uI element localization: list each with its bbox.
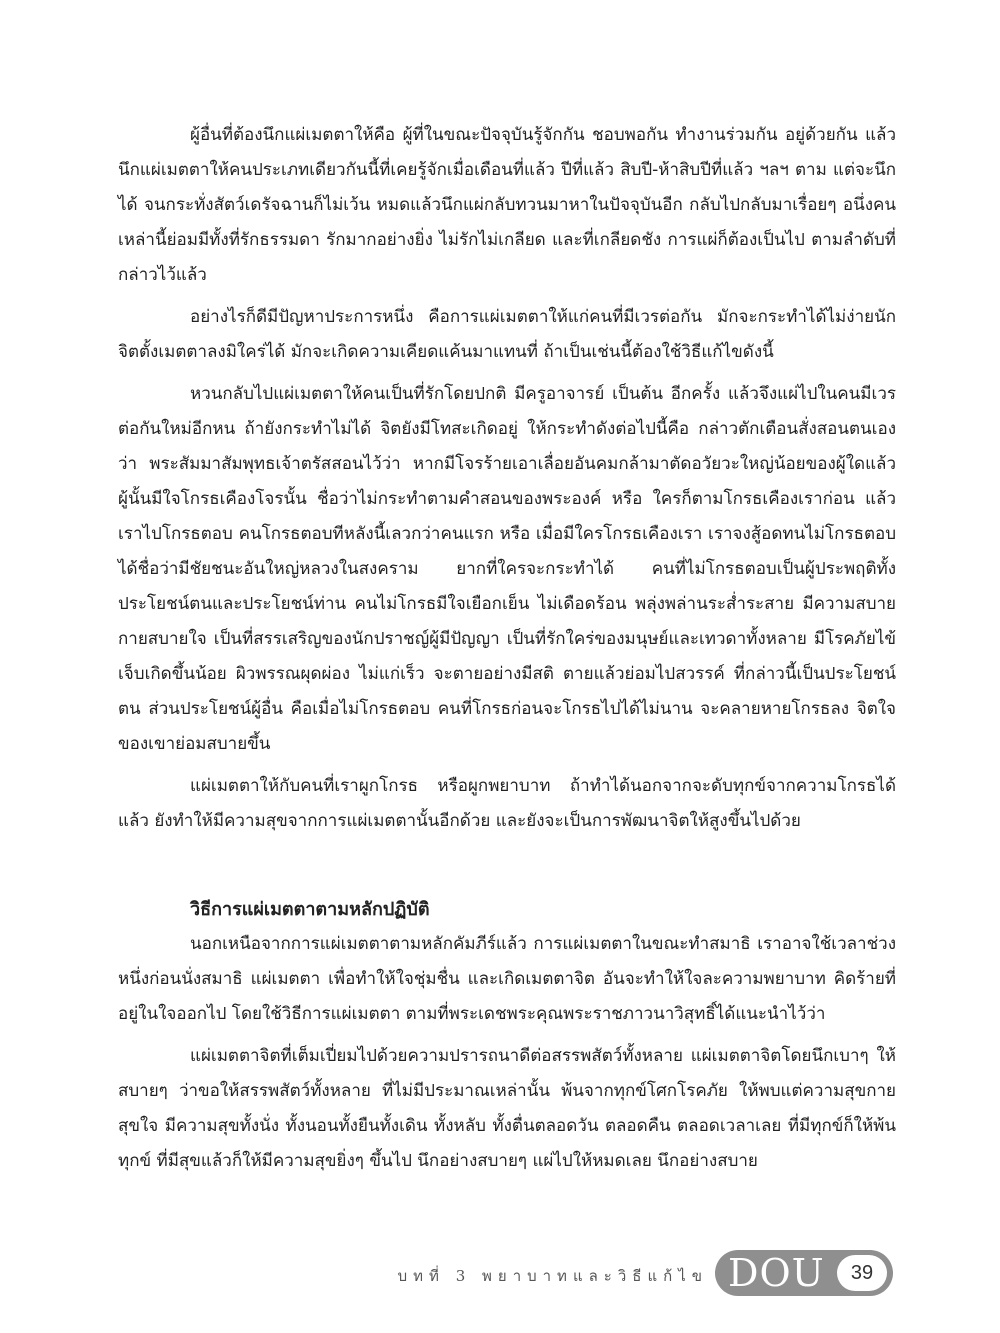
paragraph-3: หวนกลับไปแผ่เมตตาให้คนเป็นที่รักโดยปกติ มีครูอาจารย์ เป็นต้น อีกครั้ง แล้วจึงแผ่ไปในคนมีเวรต่อกันใหม่อีกหน ถ้ายังกระทำไม่ได้ จิตยังมีโทสะเกิดอยู่ ให้กระทำดังต่อไปนี้คือ กล่าวตักเตือนสั่งสอนตนเองว่า พระสัมมาสัมพุทธเจ้าตรัสสอนไว้ว่า หากมีโจรร้ายเอาเลื่อยอันคมกล้ามาตัดอวัยวะใหญ่น้อยของผู้ใดแล้ว ผู้นั้นมีใจโกรธเคืองโจรนั้น ชื่อว่าไม่กระทำตามคำสอนของพระองค์ หรือ ใครก็ตามโกรธเคืองเราก่อน แล้วเราไปโกรธตอบ คนโกรธตอบทีหลังนี้เลวกว่าคนแรก หรือ เมื่อมีใครโกรธเคืองเรา เราจงสู้อดทนไม่โกรธตอบ ได้ชื่อว่ามีชัยชนะอันใหญ่หลวงในสงคราม ยากที่ใครจะกระทำได้ คนที่ไม่โกรธตอบเป็นผู้ประพฤติทั้งประโยชน์ตนและประโยชน์ท่าน คนไม่โกรธมีใจเยือกเย็น ไม่เดือดร้อน พลุ่งพล่านระส่ำระสาย มีความสบายกายสบายใจ เป็นที่สรรเสริญของนักปราชญ์ผู้มีปัญญา เป็นที่รักใคร่ของมนุษย์และเทวดาทั้งหลาย มีโรคภัยไข้เจ็บเกิดขึ้นน้อย ผิวพรรณผุดผ่อง ไม่แก่เร็ว จะตายอย่างมีสติ ตายแล้วย่อมไปสวรรค์ ที่กล่าวนี้เป็นประโยชน์ตน ส่วนประโยชน์ผู้อื่น คือเมื่อไม่โกรธตอบ คนที่โกรธก่อนจะโกรธไปได้ไม่นาน จะคลายหายโกรธลง จิตใจของเขาย่อมสบายขึ้น bbox=[118, 384, 896, 754]
section-paragraph-1: นอกเหนือจากการแผ่เมตตาตามหลักคัมภีร์แล้ว การแผ่เมตตาในขณะทำสมาธิ เราอาจใช้เวลาช่วงหนึ่งก่อนนั่งสมาธิ แผ่เมตตา เพื่อทำให้ใจชุ่มชื่น และเกิดเมตตาจิต อันจะทำให้ใจละความพยาบาท คิดร้ายที่อยู่ในใจออกไป โดยใช้วิธีการแผ่เมตตา ตามที่พระเดชพระคุณพระราชภาวนาวิสุทธิ์ได้แนะนำไว้ว่า bbox=[118, 934, 896, 1024]
section-spacer bbox=[118, 846, 896, 892]
chapter-running-title: บทที่ 3 พยาบาทและวิธีแก้ไข bbox=[397, 1267, 708, 1285]
dou-logo: DOU bbox=[728, 1251, 825, 1295]
page-footer bbox=[0, 1248, 1000, 1298]
page-body bbox=[118, 118, 896, 1186]
section-heading: วิธีการแผ่เมตตาตามหลักปฏิบัติ bbox=[190, 899, 430, 920]
paragraph-4: แผ่เมตตาให้กับคนที่เราผูกโกรธ หรือผูกพยาบาท ถ้าทำได้นอกจากจะดับทุกข์จากความโกรธได้แล้ว ยังทำให้มีความสุขจากการแผ่เมตตานั้นอีกด้วย และยังจะเป็นการพัฒนาจิตให้สูงขึ้นไปด้วย bbox=[118, 776, 896, 831]
paragraph-2: อย่างไรก็ดีมีปัญหาประการหนึ่ง คือการแผ่เมตตาให้แก่คนที่มีเวรต่อกัน มักจะกระทำได้ไม่ง่ายนัก จิตตั้งเมตตาลงมิใคร่ได้ มักจะเกิดความเคียดแค้นมาแทนที่ ถ้าเป็นเช่นนี้ต้องใช้วิธีแก้ไขดังนี้ bbox=[118, 307, 896, 362]
section-paragraph-2: แผ่เมตตาจิตที่เต็มเปี่ยมไปด้วยความปรารถนาดีต่อสรรพสัตว์ทั้งหลาย แผ่เมตตาจิตโดยนึกเบาๆ ให้สบายๆ ว่าขอให้สรรพสัตว์ทั้งหลาย ที่ไม่มีประมาณเหล่านั้น พ้นจากทุกข์โศกโรคภัย ให้พบแต่ความสุขกาย สุขใจ มีความสุขทั้งนั่ง ทั้งนอนทั้งยืนทั้งเดิน ทั้งหลับ ทั้งตื่นตลอดวัน ตลอดคืน ตลอดเวลาเลย ที่มีทุกข์ก็ให้พ้นทุกข์ ที่มีสุขแล้วก็ให้มีความสุขยิ่งๆ ขึ้นไป นึกอย่างสบายๆ แผ่ไปให้หมดเลย นึกอย่างสบาย bbox=[118, 1046, 896, 1171]
page-number: 39 bbox=[837, 1255, 887, 1291]
paragraph-1: ผู้อื่นที่ต้องนึกแผ่เมตตาให้คือ ผู้ที่ในขณะปัจจุบันรู้จักกัน ชอบพอกัน ทำงานร่วมกัน อยู่ด้วยกัน แล้วนึกแผ่เมตตาให้คนประเภทเดียวกันนี้ที่เคยรู้จักเมื่อเดือนที่แล้ว ปีที่แล้ว สิบปี-ห้าสิบปีที่แล้ว ฯลฯ ตาม แต่จะนึกได้ จนกระทั่งสัตว์เดรัจฉานก็ไม่เว้น หมดแล้วนึกแผ่กลับทวนมาหาในปัจจุบันอีก กลับไปกลับมาเรื่อยๆ อนึ่งคนเหล่านี้ย่อมมีทั้งที่รักธรรมดา รักมากอย่างยิ่ง ไม่รักไม่เกลียด และที่เกลียดชัง การแผ่ก็ต้องเป็นไป ตามลำดับที่กล่าวไว้แล้ว bbox=[118, 125, 896, 285]
dou-badge bbox=[715, 1250, 893, 1296]
